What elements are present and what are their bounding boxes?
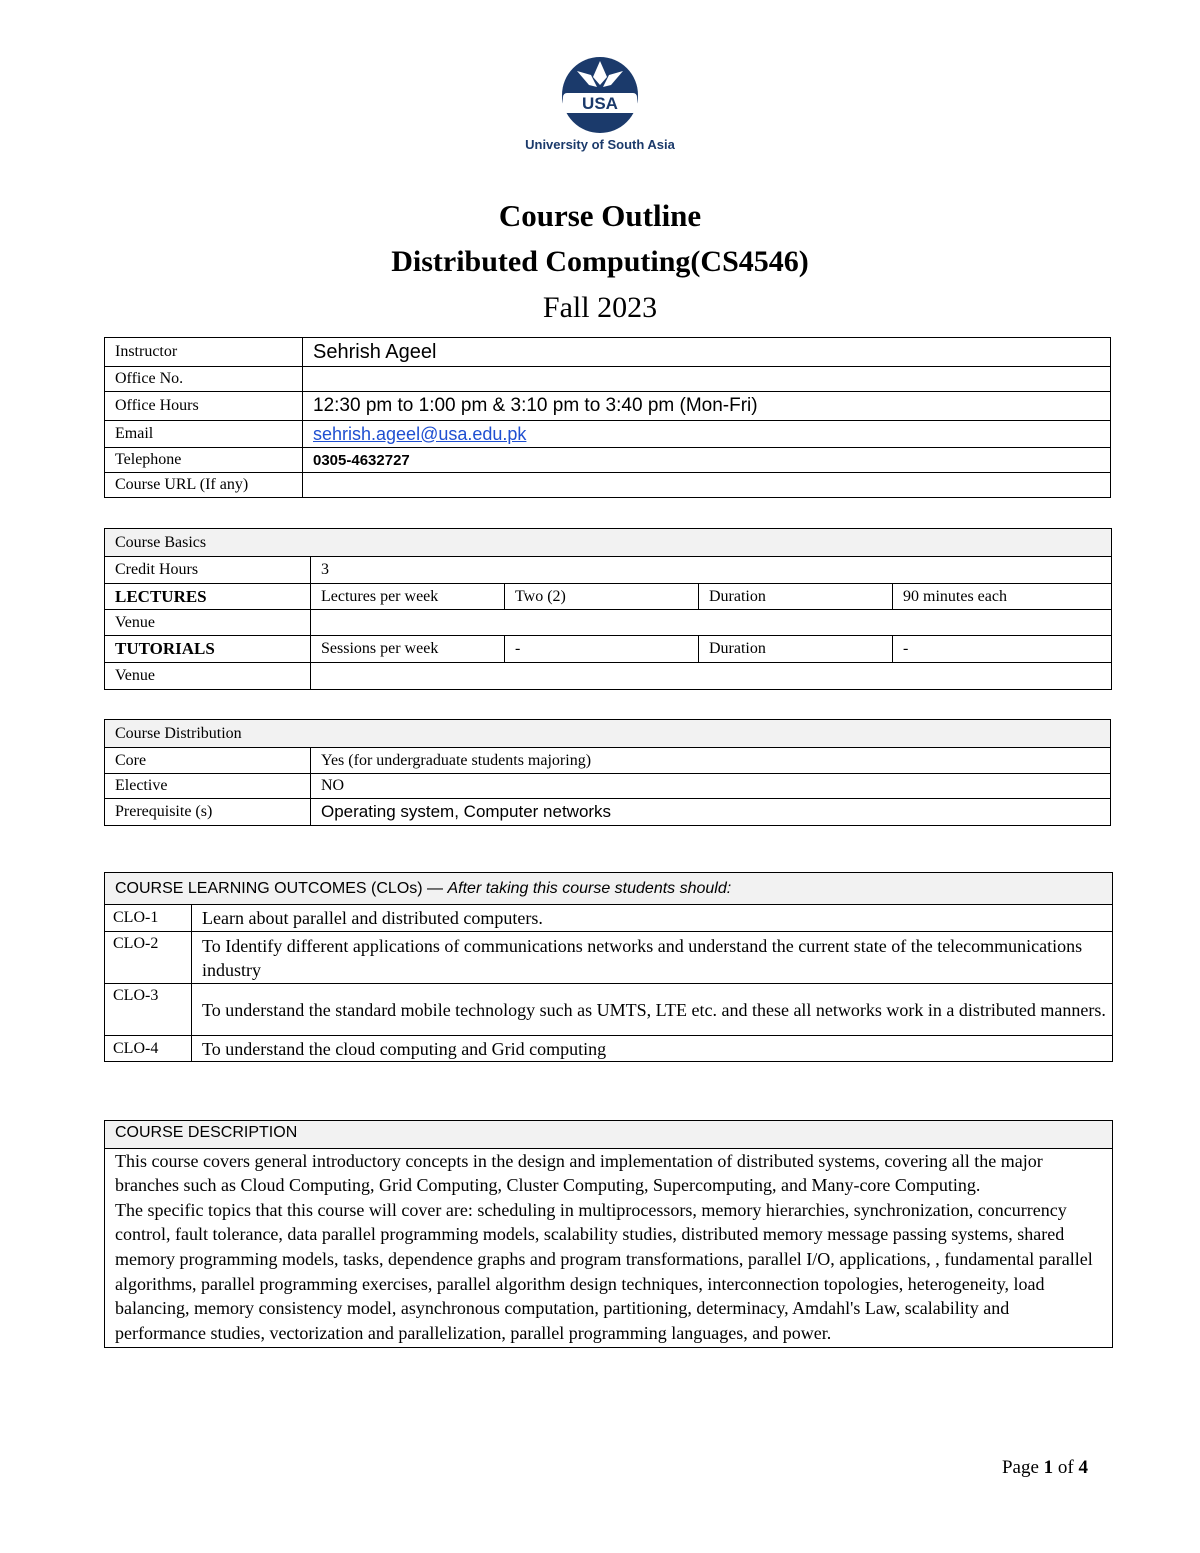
clo-table [104,872,1113,1062]
course-url-label: Course URL (If any) [105,473,303,498]
venue-value [311,610,1112,636]
course-description-heading: COURSE DESCRIPTION [105,1121,1113,1149]
table-row [105,529,1112,557]
page-number [1002,1457,1088,1479]
credit-hours-label: Credit Hours [105,557,311,584]
table-row [105,1121,1113,1149]
table-row [105,799,1111,826]
course-name: Distributed Computing(CS4546) [391,245,809,278]
prerequisite-value: Operating system, Computer networks [311,799,1111,826]
course-description-table [104,1120,1113,1348]
table-row [105,932,1113,984]
table-row [105,392,1111,421]
lectures-per-week-value: Two (2) [505,584,699,610]
table-row [105,610,1112,636]
telephone-value: 0305-4632727 [303,448,1111,473]
table-row [105,748,1111,774]
email-cell [303,421,1111,448]
university-logo [515,55,685,155]
tutorial-duration-label: Duration [699,636,893,663]
office-hours-label: Office Hours [105,392,303,421]
document-title-block [0,193,1200,331]
table-row [105,473,1111,498]
lectures-per-week-label: Lectures per week [311,584,505,610]
table-row [105,338,1111,367]
description-paragraph: The specific topics that this course will cover are: scheduling in multiprocessors, memory hierarchies, synchronization, concurrency control, fault tolerance, data parallel programming models, scalability studies, distributed memory message passing systems, shared memory programming models, tasks, dependence graphs and program transformations, parallel I/O, applications, , fundamental parallel algorithms, parallel programming exercises, parallel algorithm design techniques, interconnection topologies, heterogeneity, load balancing, memory consistency model, asynchronous computation, partitioning, determinacy, Amdahl's Law, scalability and performance studies, vectorization and parallelization, parallel programming languages, and power. [115,1199,1093,1343]
description-paragraph: This course covers general introductory concepts in the design and implementation of distributed systems, covering all the major branches such as Cloud Computing, Grid Computing, Cluster Computing, Supercomputing, and Many-core Computing. [115,1150,1043,1196]
page-total: 4 [1078,1457,1088,1478]
core-label: Core [105,748,311,774]
clo-id: CLO-1 [105,905,192,932]
venue2-label: Venue [105,663,311,690]
table-row [105,663,1112,690]
table-row [105,636,1112,663]
clo-heading-italic: After taking this course students should: [447,879,732,897]
table-row [105,984,1113,1036]
core-value: Yes (for undergraduate students majoring) [311,748,1111,774]
clo-id: CLO-4 [105,1036,192,1062]
page-current: 1 [1043,1457,1054,1478]
clo-heading [105,873,1113,905]
table-row [105,448,1111,473]
venue2-value [311,663,1112,690]
table-row [105,1148,1113,1348]
instructor-label: Instructor [105,338,303,367]
clo-id: CLO-3 [105,984,192,1036]
telephone-label: Telephone [105,448,303,473]
sessions-per-week-value: - [505,636,699,663]
tutorial-duration-value: - [893,636,1112,663]
clo-text: To Identify different applications of communications networks and understand the current state of the telecommunications industry [192,932,1113,984]
lectures-label: LECTURES [105,584,311,610]
clo-text: To understand the cloud computing and Grid computing [192,1036,1113,1062]
tutorials-label: TUTORIALS [105,636,311,663]
document-title: Course Outline [498,198,702,233]
sessions-per-week-label: Sessions per week [311,636,505,663]
course-url-value [303,473,1111,498]
table-row [105,1036,1113,1062]
office-label: Office No. [105,367,303,392]
term: Fall 2023 [542,291,658,324]
lecture-duration-label: Duration [699,584,893,610]
clo-text: Learn about parallel and distributed computers. [192,905,1113,932]
elective-value: NO [311,774,1111,799]
email-link[interactable]: sehrish.ageel@usa.edu.pk [313,423,527,444]
course-basics-table [104,528,1112,690]
venue-label: Venue [105,610,311,636]
course-basics-heading: Course Basics [105,529,1112,557]
clo-id: CLO-2 [105,932,192,984]
course-description-body [105,1148,1113,1348]
instructor-value: Sehrish Ageel [303,338,1111,367]
table-row [105,873,1113,905]
office-value [303,367,1111,392]
office-hours-value: 12:30 pm to 1:00 pm & 3:10 pm to 3:40 pm (Mon-Fri) [303,392,1111,421]
table-row [105,367,1111,392]
instructor-info-table [104,337,1111,498]
page-of: of [1057,1457,1074,1478]
table-row [105,720,1111,748]
prerequisite-label: Prerequisite (s) [105,799,311,826]
table-row [105,421,1111,448]
credit-hours-value: 3 [311,557,1112,584]
clo-text: To understand the standard mobile technology such as UMTS, LTE etc. and these all networks work in a distributed manners. [192,984,1113,1036]
course-distribution-heading: Course Distribution [105,720,1111,748]
table-row [105,905,1113,932]
university-name: University of South Asia [525,137,675,152]
elective-label: Elective [105,774,311,799]
usa-logo-icon [555,55,645,135]
lecture-duration-value: 90 minutes each [893,584,1112,610]
logo-abbrev: USA [582,94,618,113]
course-distribution-table [104,719,1111,826]
page-prefix: Page [1001,1457,1039,1478]
table-row [105,774,1111,799]
table-row [105,557,1112,584]
table-row [105,584,1112,610]
clo-heading-text: COURSE LEARNING OUTCOMES (CLOs) — [115,879,444,897]
email-label: Email [105,421,303,448]
